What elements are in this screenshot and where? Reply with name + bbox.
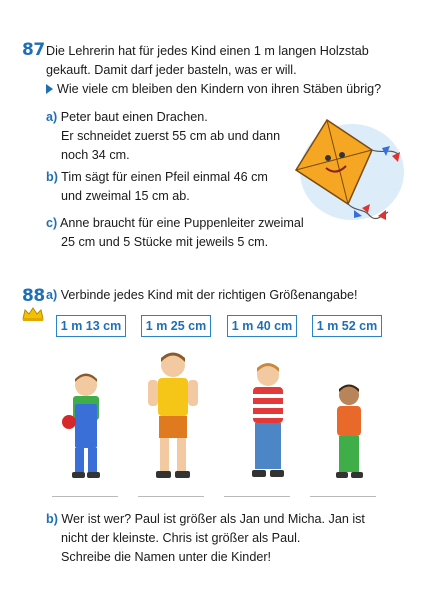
child-illustration <box>56 370 116 482</box>
task-text: 25 cm und 5 Stücke mit jeweils 5 cm. <box>61 235 269 249</box>
task-label: a) <box>46 110 58 124</box>
crown-icon <box>22 307 44 321</box>
exercise-87-intro <box>46 42 381 99</box>
task-text: Er schneidet zuerst 55 cm ab und dann <box>61 129 281 143</box>
task-label: a) <box>46 288 58 302</box>
answer-line[interactable] <box>138 496 204 497</box>
child-illustration <box>238 360 298 482</box>
exercise-number-87: 87 <box>22 40 45 60</box>
height-box[interactable]: 1 m 25 cm <box>141 315 211 337</box>
task-text: Verbinde jedes Kind mit der richtigen Größenangabe! <box>60 288 358 302</box>
task-text: Anne braucht für eine Puppenleiter zweimal <box>60 216 304 230</box>
intro-line: Die Lehrerin hat für jedes Kind einen 1 m langen Holzstab <box>46 44 369 58</box>
intro-line: gekauft. Damit darf jeder basteln, was er will. <box>46 63 297 77</box>
question-line <box>46 80 381 99</box>
task-88b <box>46 510 365 567</box>
child-illustration <box>138 350 208 482</box>
task-text: Wer ist wer? Paul ist größer als Jan und Micha. Jan ist <box>61 512 365 526</box>
child-illustration <box>324 382 374 482</box>
task-87b <box>46 168 268 206</box>
task-text: und zweimal 15 cm ab. <box>61 189 190 203</box>
task-text: Peter baut einen Drachen. <box>60 110 208 124</box>
task-label: b) <box>46 512 58 526</box>
task-text: noch 34 cm. <box>61 148 130 162</box>
kite-illustration <box>282 112 407 232</box>
question-text: Wie viele cm bleiben den Kindern von ihren Stäben übrig? <box>57 82 382 96</box>
task-text: nicht der kleinste. Chris ist größer als Paul. <box>61 531 301 545</box>
height-box[interactable]: 1 m 13 cm <box>56 315 126 337</box>
task-88a <box>46 286 358 305</box>
task-87a <box>46 108 280 165</box>
task-label: b) <box>46 170 58 184</box>
answer-line[interactable] <box>224 496 290 497</box>
height-box[interactable]: 1 m 52 cm <box>312 315 382 337</box>
exercise-number-88: 88 <box>22 286 45 306</box>
answer-line[interactable] <box>310 496 376 497</box>
task-text: Schreibe die Namen unter die Kinder! <box>61 550 272 564</box>
height-box[interactable]: 1 m 40 cm <box>227 315 297 337</box>
task-label: c) <box>46 216 58 230</box>
task-text: Tim sägt für einen Pfeil einmal 46 cm <box>61 170 268 184</box>
answer-line[interactable] <box>52 496 118 497</box>
triangle-bullet-icon <box>46 84 53 94</box>
task-87c <box>46 214 304 252</box>
